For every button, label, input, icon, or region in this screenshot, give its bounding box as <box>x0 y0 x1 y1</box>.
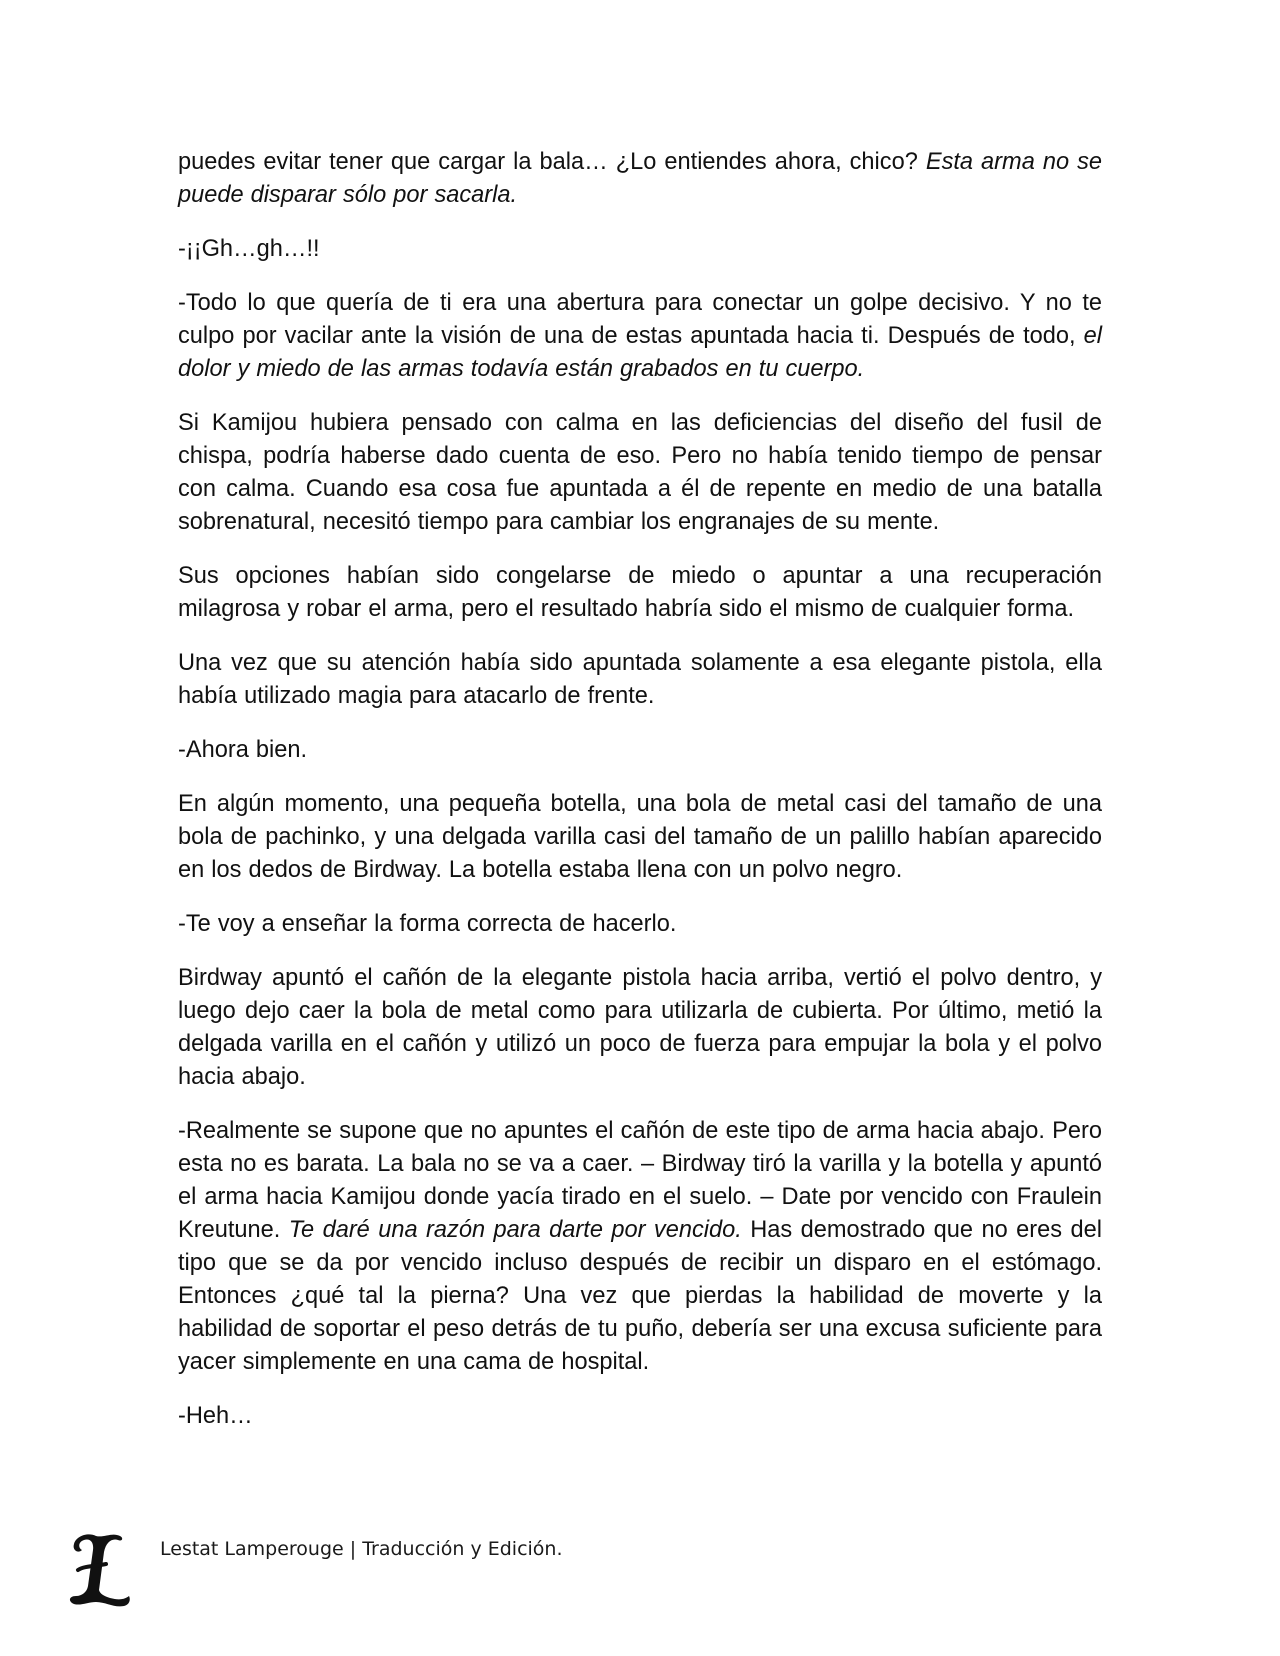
text-segment: Sus opciones habían sido congelarse de miedo o apuntar a una recuperación milagrosa y robar el arma, pero el resultado habría sido el mismo de cualquier forma. <box>178 563 1102 622</box>
footer-credit: Lestat Lamperouge | Traducción y Edición. <box>160 1538 563 1560</box>
text-segment: Una vez que su atención había sido apuntada solamente a esa elegante pistola, ella había utilizado magia para atacarlo de frente. <box>178 650 1102 709</box>
italic-text: el dolor y miedo de las armas todavía están grabados en tu cuerpo. <box>178 323 1102 382</box>
text-segment: puedes evitar tener que cargar la bala… ¿Lo entiendes ahora, chico? <box>178 149 926 175</box>
paragraph <box>178 560 1102 626</box>
paragraph <box>178 647 1102 713</box>
text-segment: -Ahora bien. <box>178 737 308 763</box>
italic-text: Te daré una razón para darte por vencido. <box>288 1217 742 1243</box>
paragraph <box>178 287 1102 386</box>
text-segment: -Te voy a enseñar la forma correcta de hacerlo. <box>178 911 677 937</box>
l-logo-icon <box>66 1530 132 1610</box>
text-segment: -Realmente se supone que no apuntes el cañón de este tipo de arma hacia abajo. Pero esta no es barata. La bala no se va a caer. – Birdway tiró la varilla y la botella y apuntó el arma hacia Kamijou donde yacía tirado en el suelo. – Date por vencido con Fraulein Kreutune. <box>178 1118 1102 1243</box>
text-segment: Has demostrado que no eres del tipo que se da por vencido incluso después de recibir un disparo en el estómago. Entonces ¿qué tal la pierna? Una vez que pierdas la habilidad de moverte y la habilidad de soportar el peso detrás de tu puño, debería ser una excusa suficiente para yacer simplemente en una cama de hospital. <box>178 1217 1103 1375</box>
text-segment: Si Kamijou hubiera pensado con calma en las deficiencias del diseño del fusil de chispa, podría haberse dado cuenta de eso. Pero no había tenido tiempo de pensar con calma. Cuando esa cosa fue apuntada a él de repente en medio de una batalla sobrenatural, necesitó tiempo para cambiar los engranajes de su mente. <box>178 410 1102 535</box>
page-footer <box>66 1530 766 1610</box>
paragraph <box>178 146 1102 212</box>
paragraph <box>178 407 1102 539</box>
paragraph <box>178 908 1102 941</box>
paragraph <box>178 734 1102 767</box>
paragraph <box>178 788 1102 887</box>
text-segment: -Todo lo que quería de ti era una abertura para conectar un golpe decisivo. Y no te culpo por vacilar ante la visión de una de estas apuntada hacia ti. Después de todo, <box>178 290 1102 349</box>
paragraph <box>178 1400 1102 1433</box>
paragraph <box>178 233 1102 266</box>
paragraph <box>178 1115 1102 1379</box>
page-body <box>178 146 1102 1454</box>
italic-text: Esta arma no se puede disparar sólo por sacarla. <box>178 149 1102 208</box>
text-segment: -¡¡Gh…gh…!! <box>178 236 320 262</box>
paragraph <box>178 962 1102 1094</box>
text-segment: Birdway apuntó el cañón de la elegante pistola hacia arriba, vertió el polvo dentro, y luego dejo caer la bola de metal como para utilizarla de cubierta. Por último, metió la delgada varilla en el cañón y utilizó un poco de fuerza para empujar la bola y el polvo hacia abajo. <box>178 965 1102 1090</box>
text-segment: -Heh… <box>178 1403 253 1429</box>
text-segment: En algún momento, una pequeña botella, una bola de metal casi del tamaño de una bola de pachinko, y una delgada varilla casi del tamaño de un palillo habían aparecido en los dedos de Birdway. La botella estaba llena con un polvo negro. <box>178 791 1102 883</box>
